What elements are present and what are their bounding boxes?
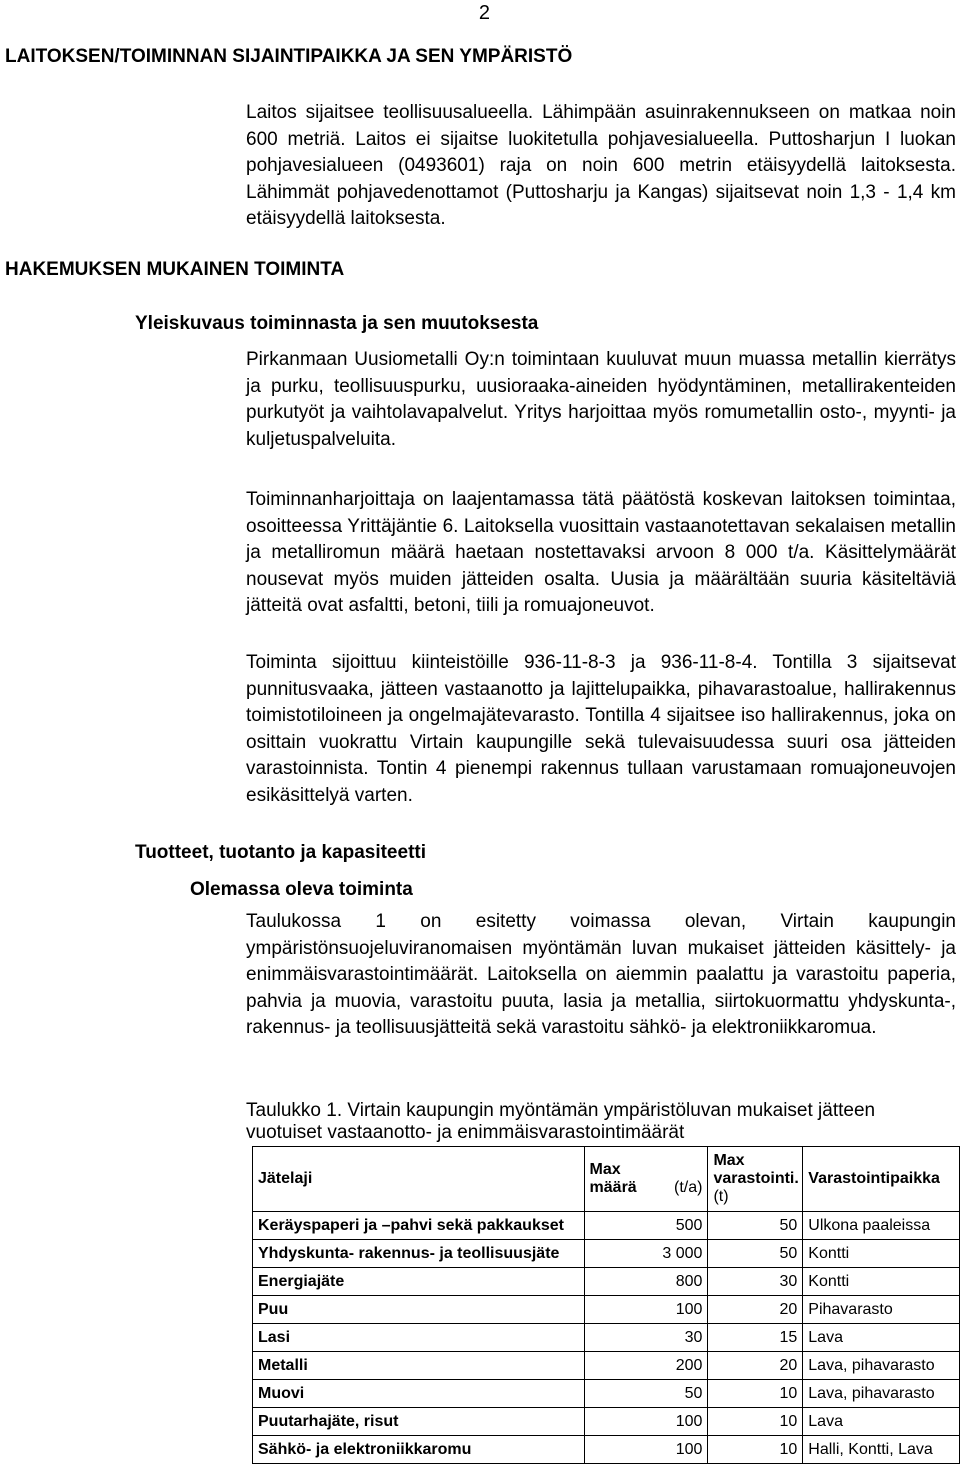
paragraph-overview-3: Toiminta sijoittuu kiinteistöille 936-11-8-3 ja 936-11-8-4. Tontilla 3 sijaitsevat punnitusvaaka, jätteen vastaanotto ja lajittelupaikka, pihavarastoalue, hallirakennus toimistotiloineen ja ongelmajätevarasto. Tontilla 4 sijaitsee iso hallirakennus, joka on osittain vuokrattu Virtain kaupungille sekä tulevaisuudessa suuri osa jätteiden varastoinnista. Tontin 4 pienempi rakennus tullaan varustamaan romuajoneuvojen esikäsittelyä varten. <box>246 652 956 806</box>
cell-max-storage: 50 <box>708 1212 803 1240</box>
cell-waste-type: Keräyspaperi ja –pahvi sekä pakkaukset <box>253 1212 585 1240</box>
header-max-amount <box>584 1147 708 1212</box>
cell-waste-type: Energiajäte <box>253 1268 585 1296</box>
cell-waste-type: Puu <box>253 1296 585 1324</box>
cell-waste-type: Muovi <box>253 1380 585 1408</box>
cell-waste-type: Yhdyskunta- rakennus- ja teollisuusjäte <box>253 1240 585 1268</box>
paragraph-overview-2: Toiminnanharjoittaja on laajentamassa tätä päätöstä koskevan laitoksen toimintaa, osoitteessa Yrittäjäntie 6. Laitoksella vuosittain vastaanotettavan sekalaisen metallin ja metalliromun määrä haetaan nostettavaksi arvoon 8 000 t/a. Käsittelymäärät nousevat myös muiden jätteiden osalta. Uusia ja määrältään suuria käsiteltäviä jätteitä ovat asfaltti, betoni, tiili ja romuajoneuvot. <box>246 489 956 617</box>
cell-storage-location: Lava <box>803 1324 960 1352</box>
header-max-storage-unit: (t) <box>713 1188 729 1205</box>
header-max-storage-label: Max varastointi. <box>713 1152 799 1187</box>
cell-storage-location: Lava, pihavarasto <box>803 1380 960 1408</box>
subheading-products: Tuotteet, tuotanto ja kapasiteetti <box>135 842 427 863</box>
cell-max-storage: 20 <box>708 1352 803 1380</box>
cell-max-storage: 10 <box>708 1408 803 1436</box>
table-row <box>253 1296 960 1324</box>
table-row <box>253 1212 960 1240</box>
header-max-amount-unit: (t/a) <box>674 1179 703 1196</box>
cell-waste-type: Lasi <box>253 1324 585 1352</box>
paragraph-location: Laitos sijaitsee teollisuusalueella. Lähimpään asuinrakennukseen on matkaa noin 600 metriä. Laitos ei sijaitse luokitetulla pohjavesialueella. Puttosharjun I luokan pohjavesialueen (0493601) raja on noin 600 metrin etäisyydellä laitoksesta. Lähimmät pohjavedenottamot (Puttosharju ja Kangas) sijaitsevat noin 1,3 - 1,4 km etäisyydellä laitoksesta. <box>246 102 956 230</box>
cell-max-amount: 50 <box>584 1380 708 1408</box>
table-header-row <box>253 1147 960 1212</box>
paragraph-existing: Taulukossa 1 on esitetty voimassa olevan, Virtain kaupungin ympäristönsuojeluviranomaisen myöntämän luvan mukaiset jätteiden käsittely- ja enimmäisvarastointimäärät. Laitoksella on aiemmin paalattu ja varastoitu paperia, pahvia ja muovia, varastoitu puuta, lasia ja metallia, siirtokuormattu yhdyskunta-, rakennus- ja teollisuusjätteitä sekä varastoitu sähkö- ja elektroniikkaromua. <box>246 911 956 1039</box>
table-row <box>253 1380 960 1408</box>
heading-activity: HAKEMUKSEN MUKAINEN TOIMINTA <box>5 259 345 280</box>
table-row <box>253 1436 960 1464</box>
page-number: 2 <box>478 2 490 24</box>
table-row <box>253 1268 960 1296</box>
cell-max-storage: 50 <box>708 1240 803 1268</box>
cell-storage-location: Lava <box>803 1408 960 1436</box>
cell-storage-location: Kontti <box>803 1240 960 1268</box>
cell-max-storage: 10 <box>708 1436 803 1464</box>
cell-max-amount: 100 <box>584 1436 708 1464</box>
header-waste-type: Jätelaji <box>253 1147 585 1212</box>
table-row <box>253 1324 960 1352</box>
subheading-overview: Yleiskuvaus toiminnasta ja sen muutoksesta <box>135 313 539 334</box>
table-row <box>253 1408 960 1436</box>
cell-max-storage: 30 <box>708 1268 803 1296</box>
cell-max-amount: 500 <box>584 1212 708 1240</box>
cell-storage-location: Kontti <box>803 1268 960 1296</box>
cell-max-amount: 100 <box>584 1408 708 1436</box>
cell-max-amount: 800 <box>584 1268 708 1296</box>
cell-waste-type: Puutarhajäte, risut <box>253 1408 585 1436</box>
cell-max-amount: 30 <box>584 1324 708 1352</box>
cell-max-storage: 10 <box>708 1380 803 1408</box>
table-row <box>253 1240 960 1268</box>
cell-max-storage: 20 <box>708 1296 803 1324</box>
cell-max-amount: 3 000 <box>584 1240 708 1268</box>
cell-max-storage: 15 <box>708 1324 803 1352</box>
table-caption: Taulukko 1. Virtain kaupungin myöntämän ympäristöluvan mukaiset jätteen vuotuiset vastaanotto- ja enimmäisvarastointimäärät <box>246 1100 876 1143</box>
cell-storage-location: Ulkona paaleissa <box>803 1212 960 1240</box>
cell-waste-type: Metalli <box>253 1352 585 1380</box>
cell-waste-type: Sähkö- ja elektroniikkaromu <box>253 1436 585 1464</box>
header-storage-location: Varastointipaikka <box>803 1147 960 1212</box>
heading-location: LAITOKSEN/TOIMINNAN SIJAINTIPAIKKA JA SEN YMPÄRISTÖ <box>5 46 573 67</box>
table-row <box>253 1352 960 1380</box>
cell-max-amount: 200 <box>584 1352 708 1380</box>
paragraph-overview-1: Pirkanmaan Uusiometalli Oy:n toimintaan kuuluvat muun muassa metallin kierrätys ja purku, teollisuuspurku, uusioraaka-aineiden hyödyntäminen, metallirakenteiden purkutyöt ja vaihtolavapalvelut. Yritys harjoittaa myös romumetallin osto-, myynti- ja kuljetuspalveluita. <box>246 349 956 450</box>
cell-storage-location: Halli, Kontti, Lava <box>803 1436 960 1464</box>
header-max-amount-label: Max määrä <box>589 1161 637 1196</box>
cell-max-amount: 100 <box>584 1296 708 1324</box>
header-max-storage <box>708 1147 803 1212</box>
cell-storage-location: Pihavarasto <box>803 1296 960 1324</box>
waste-table <box>252 1146 960 1464</box>
subheading-existing: Olemassa oleva toiminta <box>190 879 413 900</box>
cell-storage-location: Lava, pihavarasto <box>803 1352 960 1380</box>
